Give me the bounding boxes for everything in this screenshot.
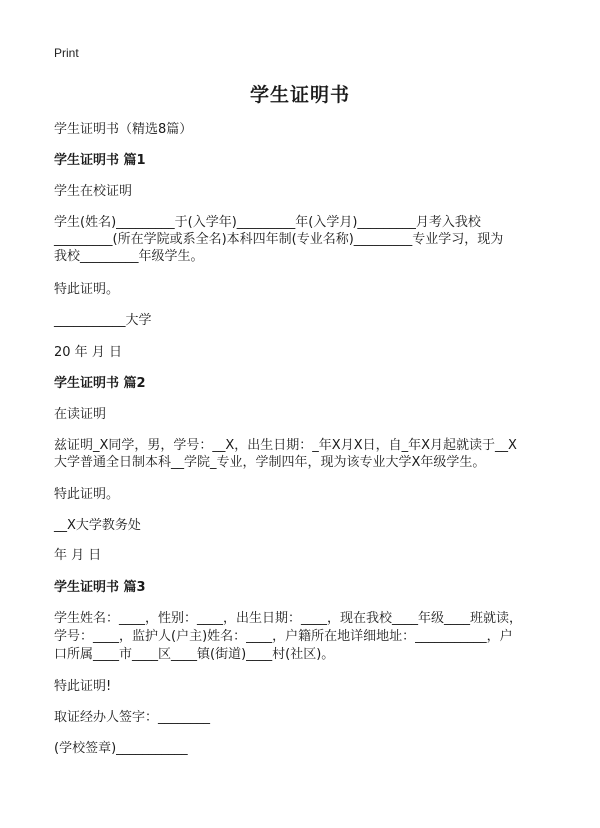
section-subtitle-2: 在读证明	[54, 407, 107, 422]
body-line: _________(所在学院或系全名)本科四年制(专业名称)_________专业学习，现为	[54, 232, 504, 247]
body-line: 学号：____，监护人(户主)姓名：____，户籍所在地详细地址：___________，户	[54, 629, 513, 644]
school-seal-line: (学校签章)___________	[54, 741, 188, 756]
section-heading-1: 学生证明书 篇1	[54, 153, 146, 168]
closing-text: 特此证明!	[54, 679, 112, 694]
closing-text: 特此证明。	[54, 487, 120, 502]
closing-text: 特此证明。	[54, 282, 120, 297]
date-line: 年 月 日	[54, 548, 102, 563]
date-line: 20 年 月 日	[54, 345, 122, 360]
body-line: 兹证明_X同学，男，学号：__X，出生日期：_年X月X日，自_年X月起就读于__X	[54, 438, 517, 453]
signature-line: ___________大学	[54, 313, 152, 328]
intro-text: 学生证明书（精选8篇）	[54, 122, 193, 137]
section-subtitle-1: 学生在校证明	[54, 184, 133, 199]
body-line: 口所属____市____区____镇(街道)____村(社区)。	[54, 647, 335, 662]
agent-signature-line: 取证经办人签字：________	[54, 710, 211, 725]
page-title: 学生证明书	[249, 84, 350, 106]
section-heading-3: 学生证明书 篇3	[54, 580, 146, 595]
body-line: 学生姓名：____，性别：____，出生日期：____，现在我校____年级____班就读，	[54, 611, 523, 626]
section-heading-2: 学生证明书 篇2	[54, 376, 146, 391]
signature-line: __X大学教务处	[54, 518, 141, 533]
body-line: 我校_________年级学生。	[54, 249, 204, 264]
print-label: Print	[54, 46, 79, 60]
body-line: 大学普通全日制本科__学院_专业，学制四年，现为该专业大学X年级学生。	[54, 455, 486, 470]
body-line: 学生(姓名)_________于(入学年)_________年(入学月)_________月考入我校	[54, 215, 481, 230]
